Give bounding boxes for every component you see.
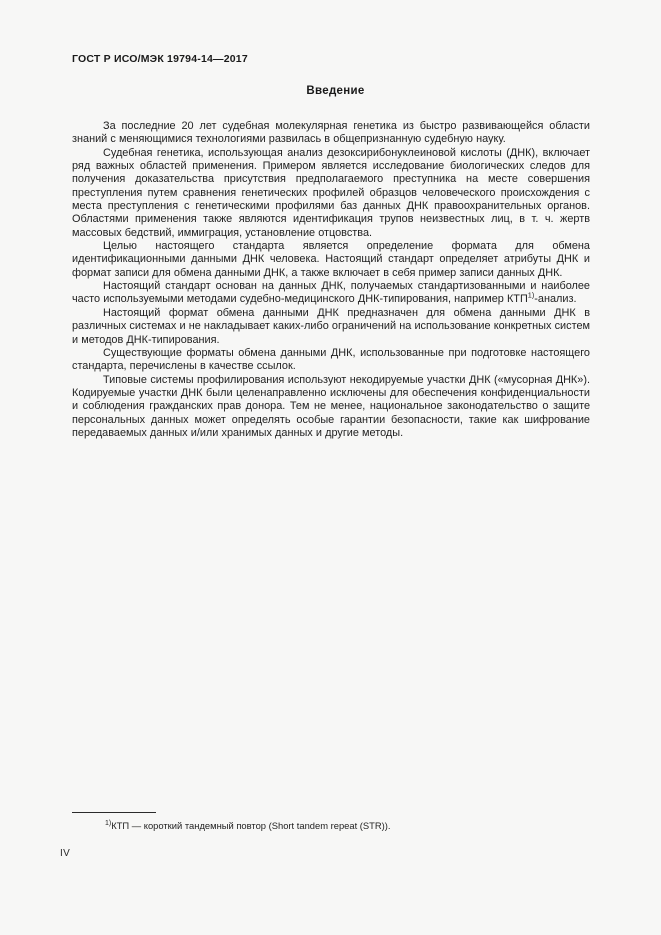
paragraph: Настоящий стандарт основан на данных ДНК, получаемых стандартизованными и наиболее часто используемыми методами судебно-медицинского ДНК-типирования, например КТП$^{1)}$-анализ.	[72, 280, 590, 306]
document-standard-header: ГОСТ Р ИСО/МЭК 19794-14—2017	[72, 53, 248, 65]
footnote-separator-rule	[72, 812, 156, 813]
paragraph: Судебная генетика, использующая анализ дезоксирибонуклеиновой кислоты (ДНК), включает ряд важных областей применения. Примером является исследование биологических следов для получения доказательства присутствия предполагаемого преступника на месте совершения преступления путем сравнения генетических профилей образцов человеческого происхождения с места преступления с генетическими профилями баз данных ДНК правоохранительных органов. Областями применения также являются идентификация трупов неизвестных лиц, в т. ч. жертв массовых бедствий, иммиграция, установление отцовства.	[72, 146, 590, 239]
footnote-reference-icon: 1)	[527, 290, 535, 300]
paragraph: Существующие форматы обмена данными ДНК, использованные при подготовке настоящего стандарта, перечислены в качестве ссылок.	[72, 346, 590, 373]
document-body	[72, 120, 590, 440]
page-number: IV	[60, 848, 71, 859]
paragraph: Целью настоящего стандарта является определение формата для обмена идентификационными данными ДНК человека. Настоящий стандарт определяет атрибуты ДНК и формат записи для обмена данными ДНК, а также включает в себя пример записи данных ДНК.	[72, 240, 590, 279]
footnote-entry	[72, 820, 590, 832]
paragraph: Настоящий формат обмена данными ДНК предназначен для обмена данными ДНК в различных системах и не накладывает каких-либо ограничений на использование конкретных систем и методов ДНК-типирования.	[72, 306, 590, 346]
footnote-marker: 1)	[105, 819, 112, 827]
paragraph: Типовые системы профилирования используют некодируемые участки ДНК («мусорная ДНК»). Кодируемые участки ДНК были целенаправленно исключены для обеспечения конфиденциальности и соблюдения гражданских прав донора. Тем не менее, национальное законодательство о защите персональных данных может определять особые гарантии безопасности, такие как шифрование передаваемых данных и/или хранимых данных и другие методы.	[72, 373, 590, 439]
footnote-block	[72, 812, 590, 832]
footnote-body: КТП — короткий тандемный повтор (Short tandem repeat (STR)).	[111, 820, 391, 831]
page-title: Введение	[306, 85, 365, 97]
paragraph: За последние 20 лет судебная молекулярная генетика из быстро развивающейся области знаний с меняющимися технологиями развилась в общепризнанную судебную науку.	[72, 120, 590, 146]
